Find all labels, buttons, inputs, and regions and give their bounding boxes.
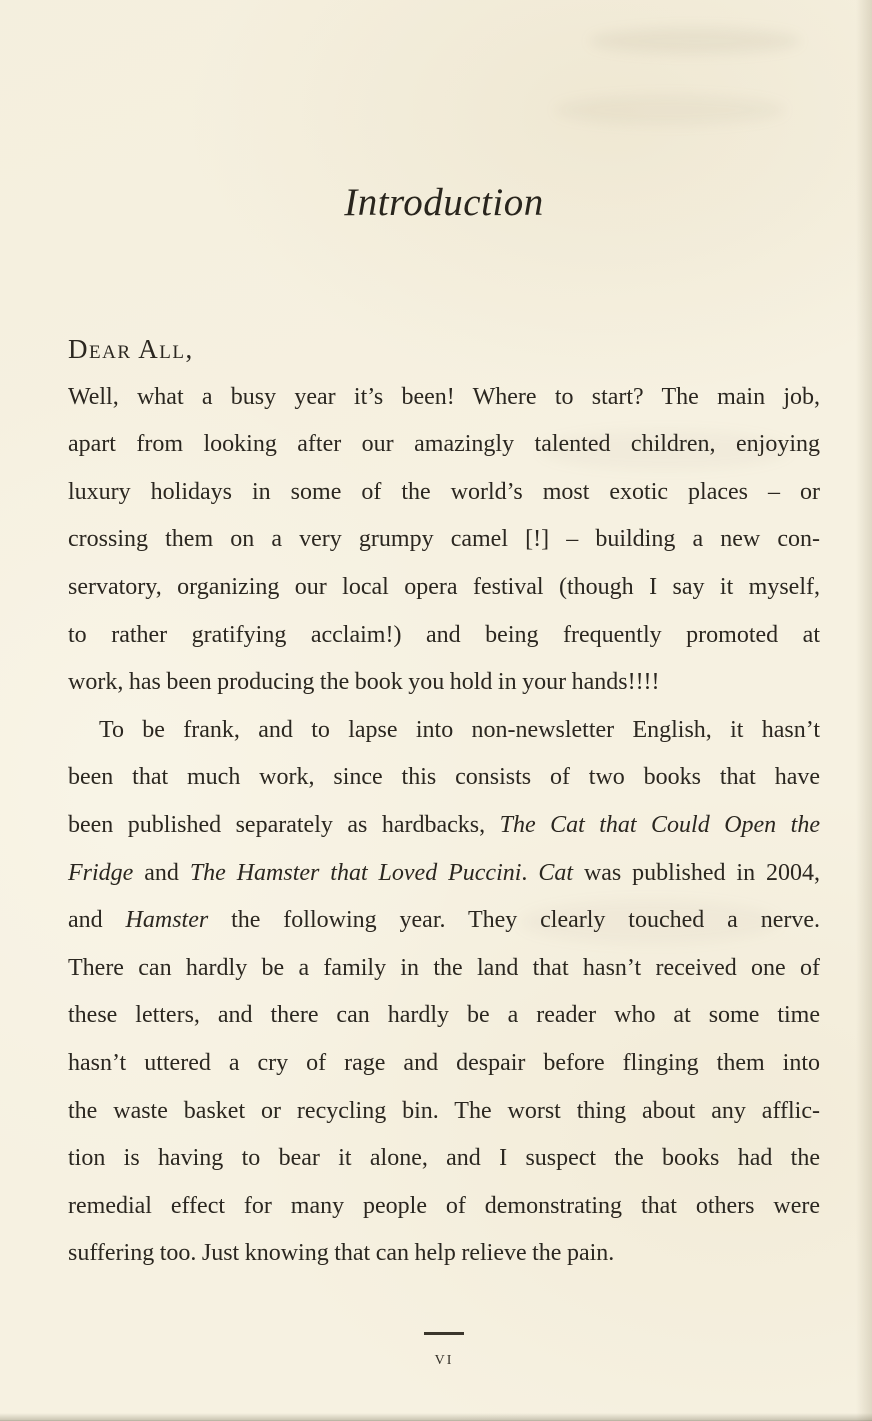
text-line <box>68 1135 820 1183</box>
text-segment: servatory, organizing our local opera festival (though I say it myself, <box>68 573 820 600</box>
text-segment: apart from looking after our amazingly talented children, enjoying <box>68 431 820 458</box>
text-line <box>68 1230 820 1278</box>
text-line <box>68 945 820 993</box>
text-line <box>68 1088 820 1136</box>
text-segment: Well, what a busy year it’s been! Where to start? The main job, <box>68 383 820 410</box>
book-title-italic: The Hamster that Loved Puccini <box>189 859 522 886</box>
text-line <box>68 659 820 707</box>
text-line <box>68 421 820 469</box>
text-segment: and <box>133 859 190 886</box>
book-title-italic: The Cat that Could Open the <box>499 811 820 838</box>
paragraph <box>68 707 820 1278</box>
text-line <box>68 754 820 802</box>
text-segment: the waste basket or recycling bin. The worst thing about any afflic- <box>68 1097 820 1124</box>
text-line <box>68 850 820 898</box>
text-segment: work, has been producing the book you hold in your hands!!!! <box>68 669 660 696</box>
show-through-smudge <box>590 28 800 54</box>
page-footer <box>68 1332 820 1369</box>
chapter-title: Introduction <box>344 181 544 224</box>
scan-edge-shadow-bottom <box>0 1413 872 1421</box>
text-segment: tion is having to bear it alone, and I suspect the books had the <box>68 1145 820 1172</box>
text-line <box>68 469 820 517</box>
text-segment: hasn’t uttered a cry of rage and despair before flinging them into <box>68 1049 820 1076</box>
text-segment: To be frank, and to lapse into non-newsletter English, it hasn’t <box>99 716 820 743</box>
text-line <box>68 897 820 945</box>
text-segment: the following year. They clearly touched a nerve. <box>208 907 820 934</box>
paragraph <box>68 374 820 707</box>
salutation: Dear All, <box>68 334 194 364</box>
text-segment: luxury holidays in some of the world’s most exotic places – or <box>68 478 820 505</box>
text-line <box>68 802 820 850</box>
text-segment: these letters, and there can hardly be a reader who at some time <box>68 1002 820 1029</box>
text-segment: remedial effect for many people of demonstrating that others were <box>68 1192 820 1219</box>
text-line <box>68 707 820 755</box>
text-segment: There can hardly be a family in the land that hasn’t received one of <box>68 954 820 981</box>
text-line <box>68 1183 820 1231</box>
text-block <box>68 326 820 1278</box>
text-segment: been that much work, since this consists of two books that have <box>68 764 820 791</box>
book-title-italic: Hamster <box>125 907 209 934</box>
text-line <box>68 992 820 1040</box>
scan-edge-shadow-right <box>856 0 872 1421</box>
text-segment: and <box>68 907 126 934</box>
text-segment: been published separately as hardbacks, <box>68 811 500 838</box>
text-line <box>68 564 820 612</box>
show-through-smudge <box>555 95 785 125</box>
text-line <box>68 612 820 660</box>
text-segment: crossing them on a very grumpy camel [!] – building a new con- <box>68 526 820 553</box>
body-text <box>68 374 820 1278</box>
footer-rule <box>424 1332 464 1335</box>
text-segment: was published in 2004, <box>573 859 821 886</box>
page-number: vi <box>434 1346 454 1369</box>
book-title-italic: Fridge <box>68 859 134 886</box>
text-segment: . <box>521 859 539 886</box>
text-line <box>68 374 820 422</box>
text-segment: to rather gratifying acclaim!) and being frequently promoted at <box>68 621 820 648</box>
text-line <box>68 1040 820 1088</box>
book-title-italic: Cat <box>538 859 574 886</box>
text-line <box>68 516 820 564</box>
text-segment: suffering too. Just knowing that can help relieve the pain. <box>68 1240 615 1267</box>
